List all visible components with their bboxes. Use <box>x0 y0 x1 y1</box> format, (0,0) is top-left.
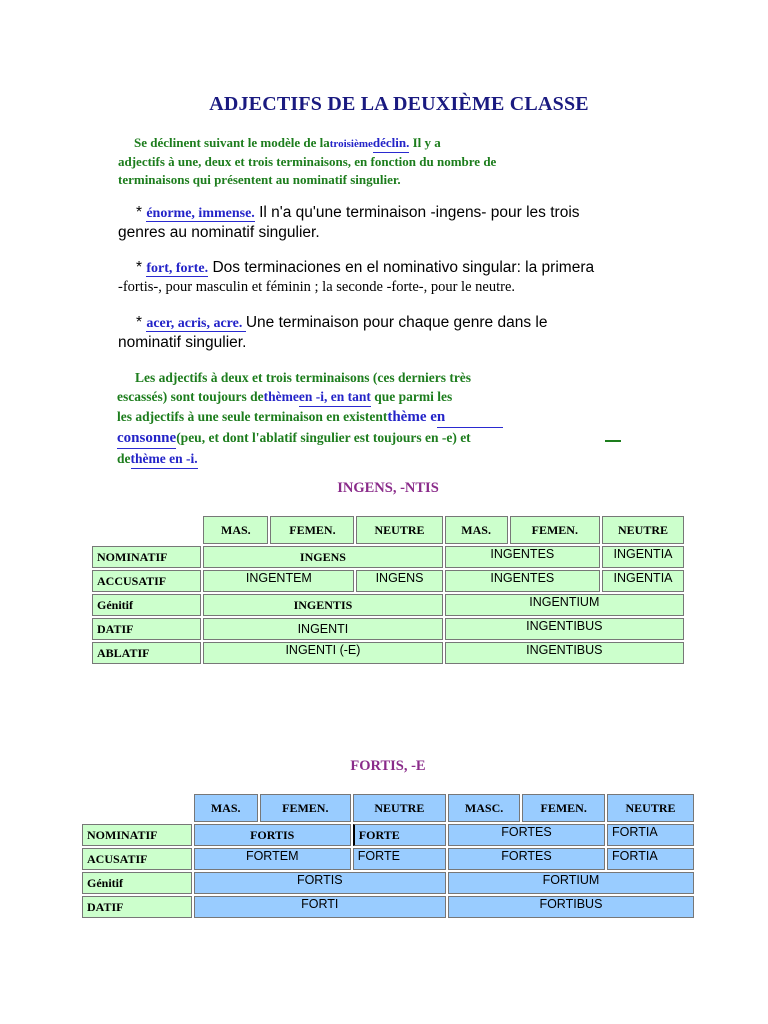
bullet-star: * <box>136 314 147 331</box>
bullet-star: * <box>136 204 147 221</box>
n-link[interactable]: n <box>437 408 503 428</box>
green-text-5: de <box>117 451 131 466</box>
header-cell: MAS. <box>203 516 268 544</box>
en-i-link[interactable]: en -i, en tant <box>299 387 371 407</box>
bullet-text: Dos terminaciones en el nominativo singular: la primera <box>208 259 595 276</box>
bullet-text-line2: , pour masculin et féminin ; la seconde -forte-, pour le neutre. <box>158 279 516 295</box>
row-label: NOMINATIF <box>82 824 192 846</box>
row-label: Génitif <box>82 872 192 894</box>
table-cell: INGENTIA <box>602 546 684 568</box>
page-title: ADJECTIFS DE LA DEUXIÈME CLASSE <box>209 93 589 115</box>
green-text-3: les adjectifs à une seule terminaison en existent <box>117 409 388 424</box>
row-label: ABLATIF <box>92 642 201 664</box>
table-cell: INGENTIA <box>602 570 684 592</box>
green-line-1: Les adjectifs à deux et trois terminaisons (ces derniers très <box>135 370 472 385</box>
bullet-text-line2: genres au nominatif singulier. <box>118 224 320 241</box>
row-label: DATIF <box>82 896 192 918</box>
bullet-text-fortis: -fortis- <box>118 279 159 295</box>
table-cell: INGENTI <box>203 618 442 640</box>
table-cell: INGENTES <box>445 570 600 592</box>
bullet-enorme <box>118 203 658 242</box>
table-cell: INGENTIBUS <box>445 642 684 664</box>
green-text: escassés) sont toujours de <box>117 389 264 404</box>
declin-link[interactable]: déclin. <box>373 134 409 153</box>
header-cell: FEMEN. <box>522 794 605 822</box>
table1-title: INGENS, -NTIS <box>337 480 439 496</box>
green-text-2: que parmi les <box>370 389 453 404</box>
intro-text-2: Il y a <box>409 135 441 150</box>
bullet-text: Une terminaison pour chaque genre dans le <box>245 314 548 331</box>
table-cell: FORTIS <box>194 824 351 846</box>
green-paragraph <box>117 368 637 469</box>
table-cell: INGENS <box>203 546 442 568</box>
intro-line-2: adjectifs à une, deux et trois terminaisons, en fonction du nombre de <box>118 154 497 169</box>
table-cell: FORTIS <box>194 872 446 894</box>
header-cell: FEMEN. <box>270 516 354 544</box>
row-label: Génitif <box>92 594 201 616</box>
table-cell: FORTEM <box>194 848 351 870</box>
table-cell: INGENTIS <box>203 594 442 616</box>
enorme-link[interactable]: énorme, immense. <box>146 206 255 221</box>
table-cell: FORTIA <box>607 824 694 846</box>
table-cell: INGENTI (-E) <box>203 642 442 664</box>
table-cell: FORTES <box>448 848 605 870</box>
bullet-text: Il n'a qu'une terminaison -ingens- pour les trois <box>254 204 580 221</box>
table-cell: INGENTIUM <box>445 594 684 616</box>
header-cell: MAS. <box>445 516 508 544</box>
header-cell: FEMEN. <box>260 794 351 822</box>
theme-en-link[interactable]: thème e <box>387 409 437 425</box>
row-label: ACUSATIF <box>82 848 192 870</box>
corner-cell <box>82 794 192 822</box>
bullet-star: * <box>136 259 147 276</box>
declension-table-ingens <box>90 514 686 666</box>
table-cell: FORTE <box>353 848 446 870</box>
theme-en-i-link[interactable]: thème en -i. <box>131 449 198 469</box>
bullet-fort <box>118 258 658 297</box>
table-cell: INGENS <box>356 570 442 592</box>
table-cell: FORTIBUS <box>448 896 694 918</box>
corner-cell <box>92 516 201 544</box>
peu-text: (peu <box>176 430 202 445</box>
row-label: NOMINATIF <box>92 546 201 568</box>
row-label: ACCUSATIF <box>92 570 201 592</box>
header-cell: NEUTRE <box>353 794 446 822</box>
table-cell: FORTE <box>353 824 446 846</box>
bullet-text-line2: nominatif singulier. <box>118 334 247 351</box>
acer-link[interactable]: acer, acris, acre. <box>146 316 246 331</box>
declension-table-fortis <box>80 792 696 920</box>
table-cell: FORTES <box>448 824 605 846</box>
header-cell: NEUTRE <box>356 516 442 544</box>
header-cell: FEMEN. <box>510 516 600 544</box>
row-label: DATIF <box>92 618 201 640</box>
intro-paragraph <box>118 134 588 189</box>
table-cell: FORTIA <box>607 848 694 870</box>
table-cell: INGENTEM <box>203 570 354 592</box>
header-cell: MASC. <box>448 794 520 822</box>
theme-link[interactable]: thème <box>263 389 299 404</box>
header-cell: NEUTRE <box>607 794 694 822</box>
header-cell: MAS. <box>194 794 258 822</box>
table-cell: FORTI <box>194 896 446 918</box>
table-cell: INGENTIBUS <box>445 618 684 640</box>
bullet-acer <box>118 313 658 352</box>
table-cell: INGENTES <box>445 546 600 568</box>
header-cell: NEUTRE <box>602 516 684 544</box>
table2-title: FORTIS, -E <box>350 758 426 774</box>
intro-line-3: terminaisons qui présentent au nominatif singulier. <box>118 172 401 187</box>
intro-text: Se déclinent suivant le modèle de la <box>134 135 330 150</box>
consonne-link[interactable]: consonne <box>117 429 176 449</box>
underline-mark <box>605 440 621 442</box>
troisieme-link[interactable]: troisième <box>329 138 373 150</box>
green-text-4: , et dont l'ablatif singulier est toujours en -e) et <box>201 430 471 445</box>
fort-link[interactable]: fort, forte. <box>146 261 209 276</box>
table-cell: FORTIUM <box>448 872 694 894</box>
